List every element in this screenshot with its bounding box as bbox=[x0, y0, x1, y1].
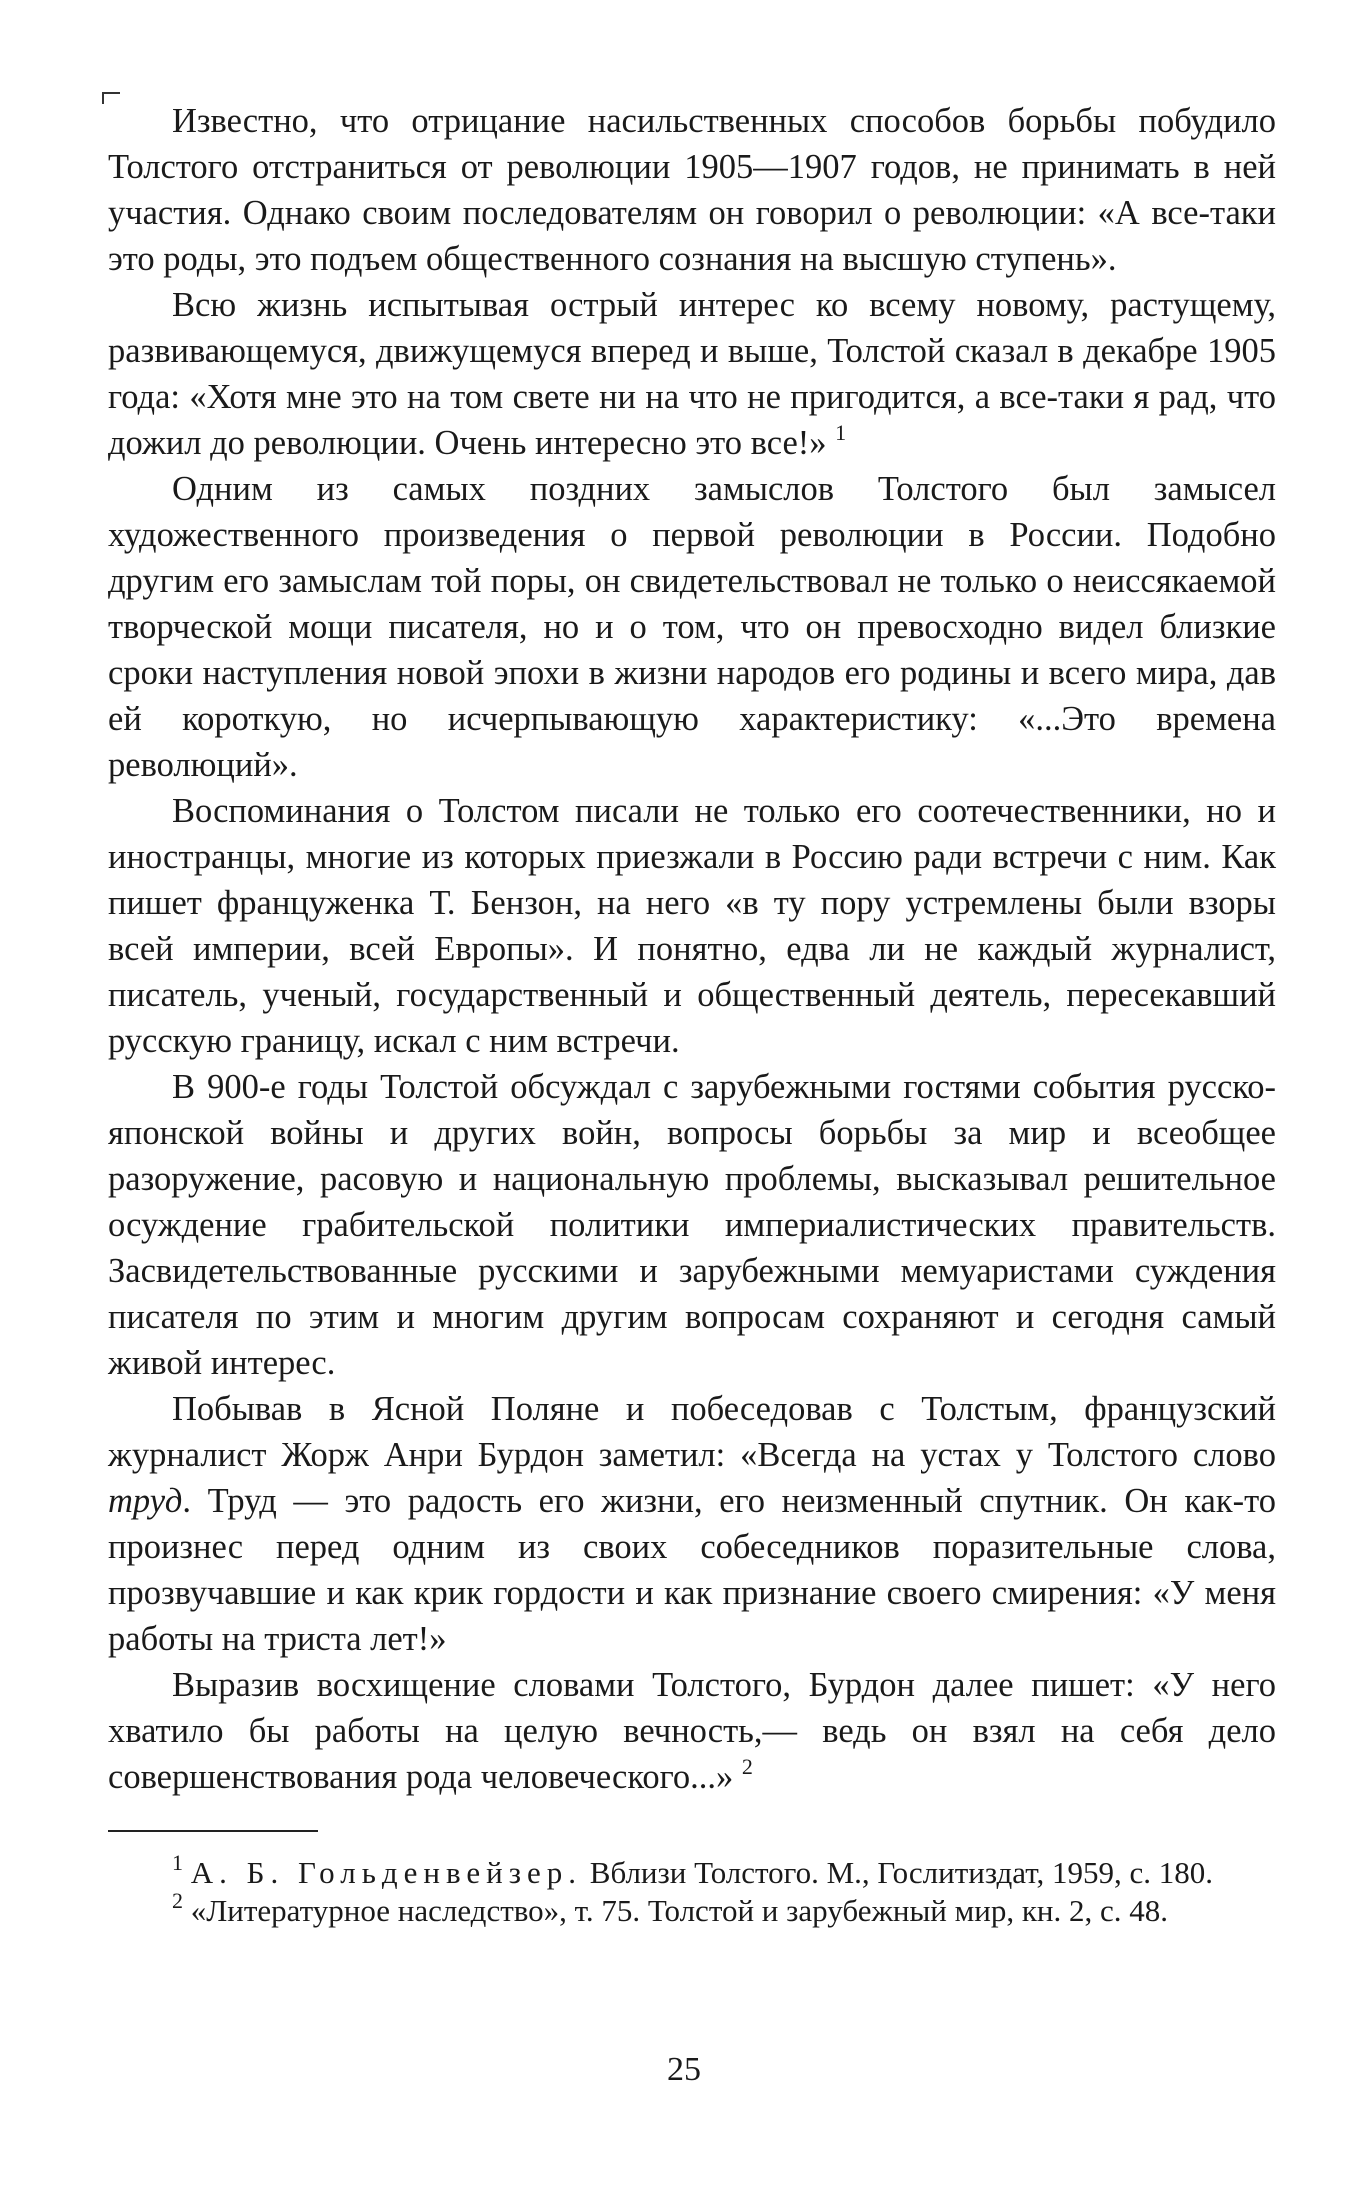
paragraph-6-text-after: . Труд — это радость его жизни, его неизменный спутник. Он как-то произнес перед одним из своих собеседников поразительные слова, прозвучавшие и как крик гордости и как признание своего смирения: «У меня работы на триста лет!» bbox=[108, 1482, 1276, 1658]
footnote-2-text: «Литературное наследство», т. 75. Толстой и зарубежный мир, кн. 2, с. 48. bbox=[183, 1893, 1168, 1928]
paragraph-7-text: Выразив восхищение словами Толстого, Бурдон далее пишет: «У него хватило бы работы на целую вечность,— ведь он взял на себя дело совершенствования рода человеческого...» bbox=[108, 1666, 1276, 1796]
footnote-1 bbox=[108, 1849, 1276, 1892]
paragraph-2-text: Всю жизнь испытывая острый интерес ко всему новому, растущему, развивающемуся, движущемуся вперед и выше, Толстой сказал в декабре 1905 года: «Хотя мне это на том свете ни на что не пригодится, а все-таки я рад, что дожил до революции. Очень интересно это все!» bbox=[108, 286, 1276, 462]
paragraph-4: Воспоминания о Толстом писали не только его соотечественники, но и иностранцы, многие из которых приезжали в Россию ради встречи с ним. Как пишет француженка Т. Бензон, на него «в ту пору устремлены были взоры всей империи, всей Европы». И понятно, едва ли не каждый журналист, писатель, ученый, государственный и общественный деятель, пересекавший русскую границу, искал с ним встречи. bbox=[108, 792, 1276, 1060]
footnote-1-text: Вблизи Толстого. М., Гослитиздат, 1959, с. 180. bbox=[582, 1855, 1213, 1890]
page-body bbox=[108, 98, 1276, 1930]
footnote-1-mark: 1 bbox=[172, 1849, 183, 1875]
paragraph-6-text-before: Побывав в Ясной Поляне и побеседовав с Толстым, французский журналист Жорж Анри Бурдон заметил: «Всегда на устах у Толстого слово bbox=[108, 1390, 1276, 1474]
footnote-2 bbox=[108, 1887, 1276, 1930]
paragraph-6 bbox=[108, 1386, 1276, 1662]
page-number: 25 bbox=[667, 2051, 701, 2088]
footnote-ref-1: 1 bbox=[835, 419, 847, 445]
footnote-2-mark: 2 bbox=[172, 1887, 183, 1913]
paragraph-7 bbox=[108, 1662, 1276, 1800]
footnote-ref-2: 2 bbox=[741, 1753, 753, 1779]
paragraph-2 bbox=[108, 282, 1276, 466]
footnote-1-author: А. Б. Гольденвейзер. bbox=[190, 1855, 583, 1890]
paragraph-6-italic-word: труд bbox=[108, 1482, 183, 1520]
paragraph-1: Известно, что отрицание насильственных способов борьбы побудило Толстого отстраниться от революции 1905—1907 годов, не принимать в ней участия. Однако своим последователям он говорил о революции: «А все-таки это роды, это подъем общественного сознания на высшую ступень». bbox=[108, 102, 1276, 278]
paragraph-3: Одним из самых поздних замыслов Толстого был замысел художественного произведения о первой революции в России. Подобно другим его замыслам той поры, он свидетельствовал не только о неиссякаемой творческой мощи писателя, но и о том, что он превосходно видел близкие сроки наступления новой эпохи в жизни народов его родины и всего мира, дав ей короткую, но исчерпывающую характеристику: «...Это времена революций». bbox=[108, 470, 1276, 784]
paragraph-5: В 900-е годы Толстой обсуждал с зарубежными гостями события русско-японской войны и других войн, вопросы борьбы за мир и всеобщее разоружение, расовую и национальную проблемы, высказывал решительное осуждение грабительской политики империалистических правительств. Засвидетельствованные русскими и зарубежными мемуаристами суждения писателя по этим и многим другим вопросам сохраняют и сегодня самый живой интерес. bbox=[108, 1068, 1276, 1382]
footnote-divider bbox=[108, 1830, 318, 1832]
